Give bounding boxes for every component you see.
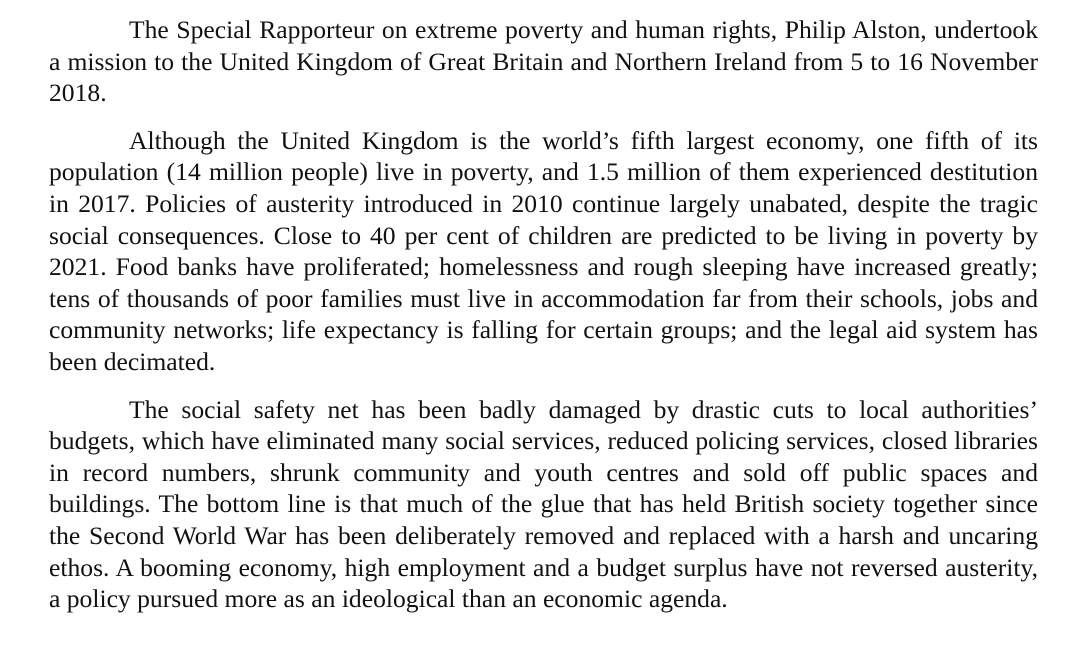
paragraph-safety-net: The social safety net has been badly damaged by drastic cuts to local authorities’ budgets, which have eliminated many social services, reduced policing services, closed libraries in record numbers, shrunk community and youth centres and sold off public spaces and buildings. The bottom line is that much of the glue that has held British society together since the Second World War has been deliberately removed and replaced with a harsh and uncaring ethos. A booming economy, high employment and a budget surplus have not reversed austerity, a policy pursued more as an ideological than an economic agenda. — [49, 394, 1038, 614]
paragraph-poverty: Although the United Kingdom is the world’s fifth largest economy, one fifth of its population (14 million people) live in poverty, and 1.5 million of them experienced destitution in 2017. Policies of austerity introduced in 2010 continue largely unabated, despite the tragic social consequences. Close to 40 per cent of children are predicted to be living in poverty by 2021. Food banks have proliferated; homelessness and rough sleeping have increased greatly; tens of thousands of poor families must live in accommodation far from their schools, jobs and community networks; life expectancy is falling for certain groups; and the legal aid system has been decimated. — [49, 125, 1038, 376]
paragraph-mission: The Special Rapporteur on extreme poverty and human rights, Philip Alston, undertook a mission to the United Kingdom of Great Britain and Northern Ireland from 5 to 16 November 2018. — [49, 15, 1038, 108]
